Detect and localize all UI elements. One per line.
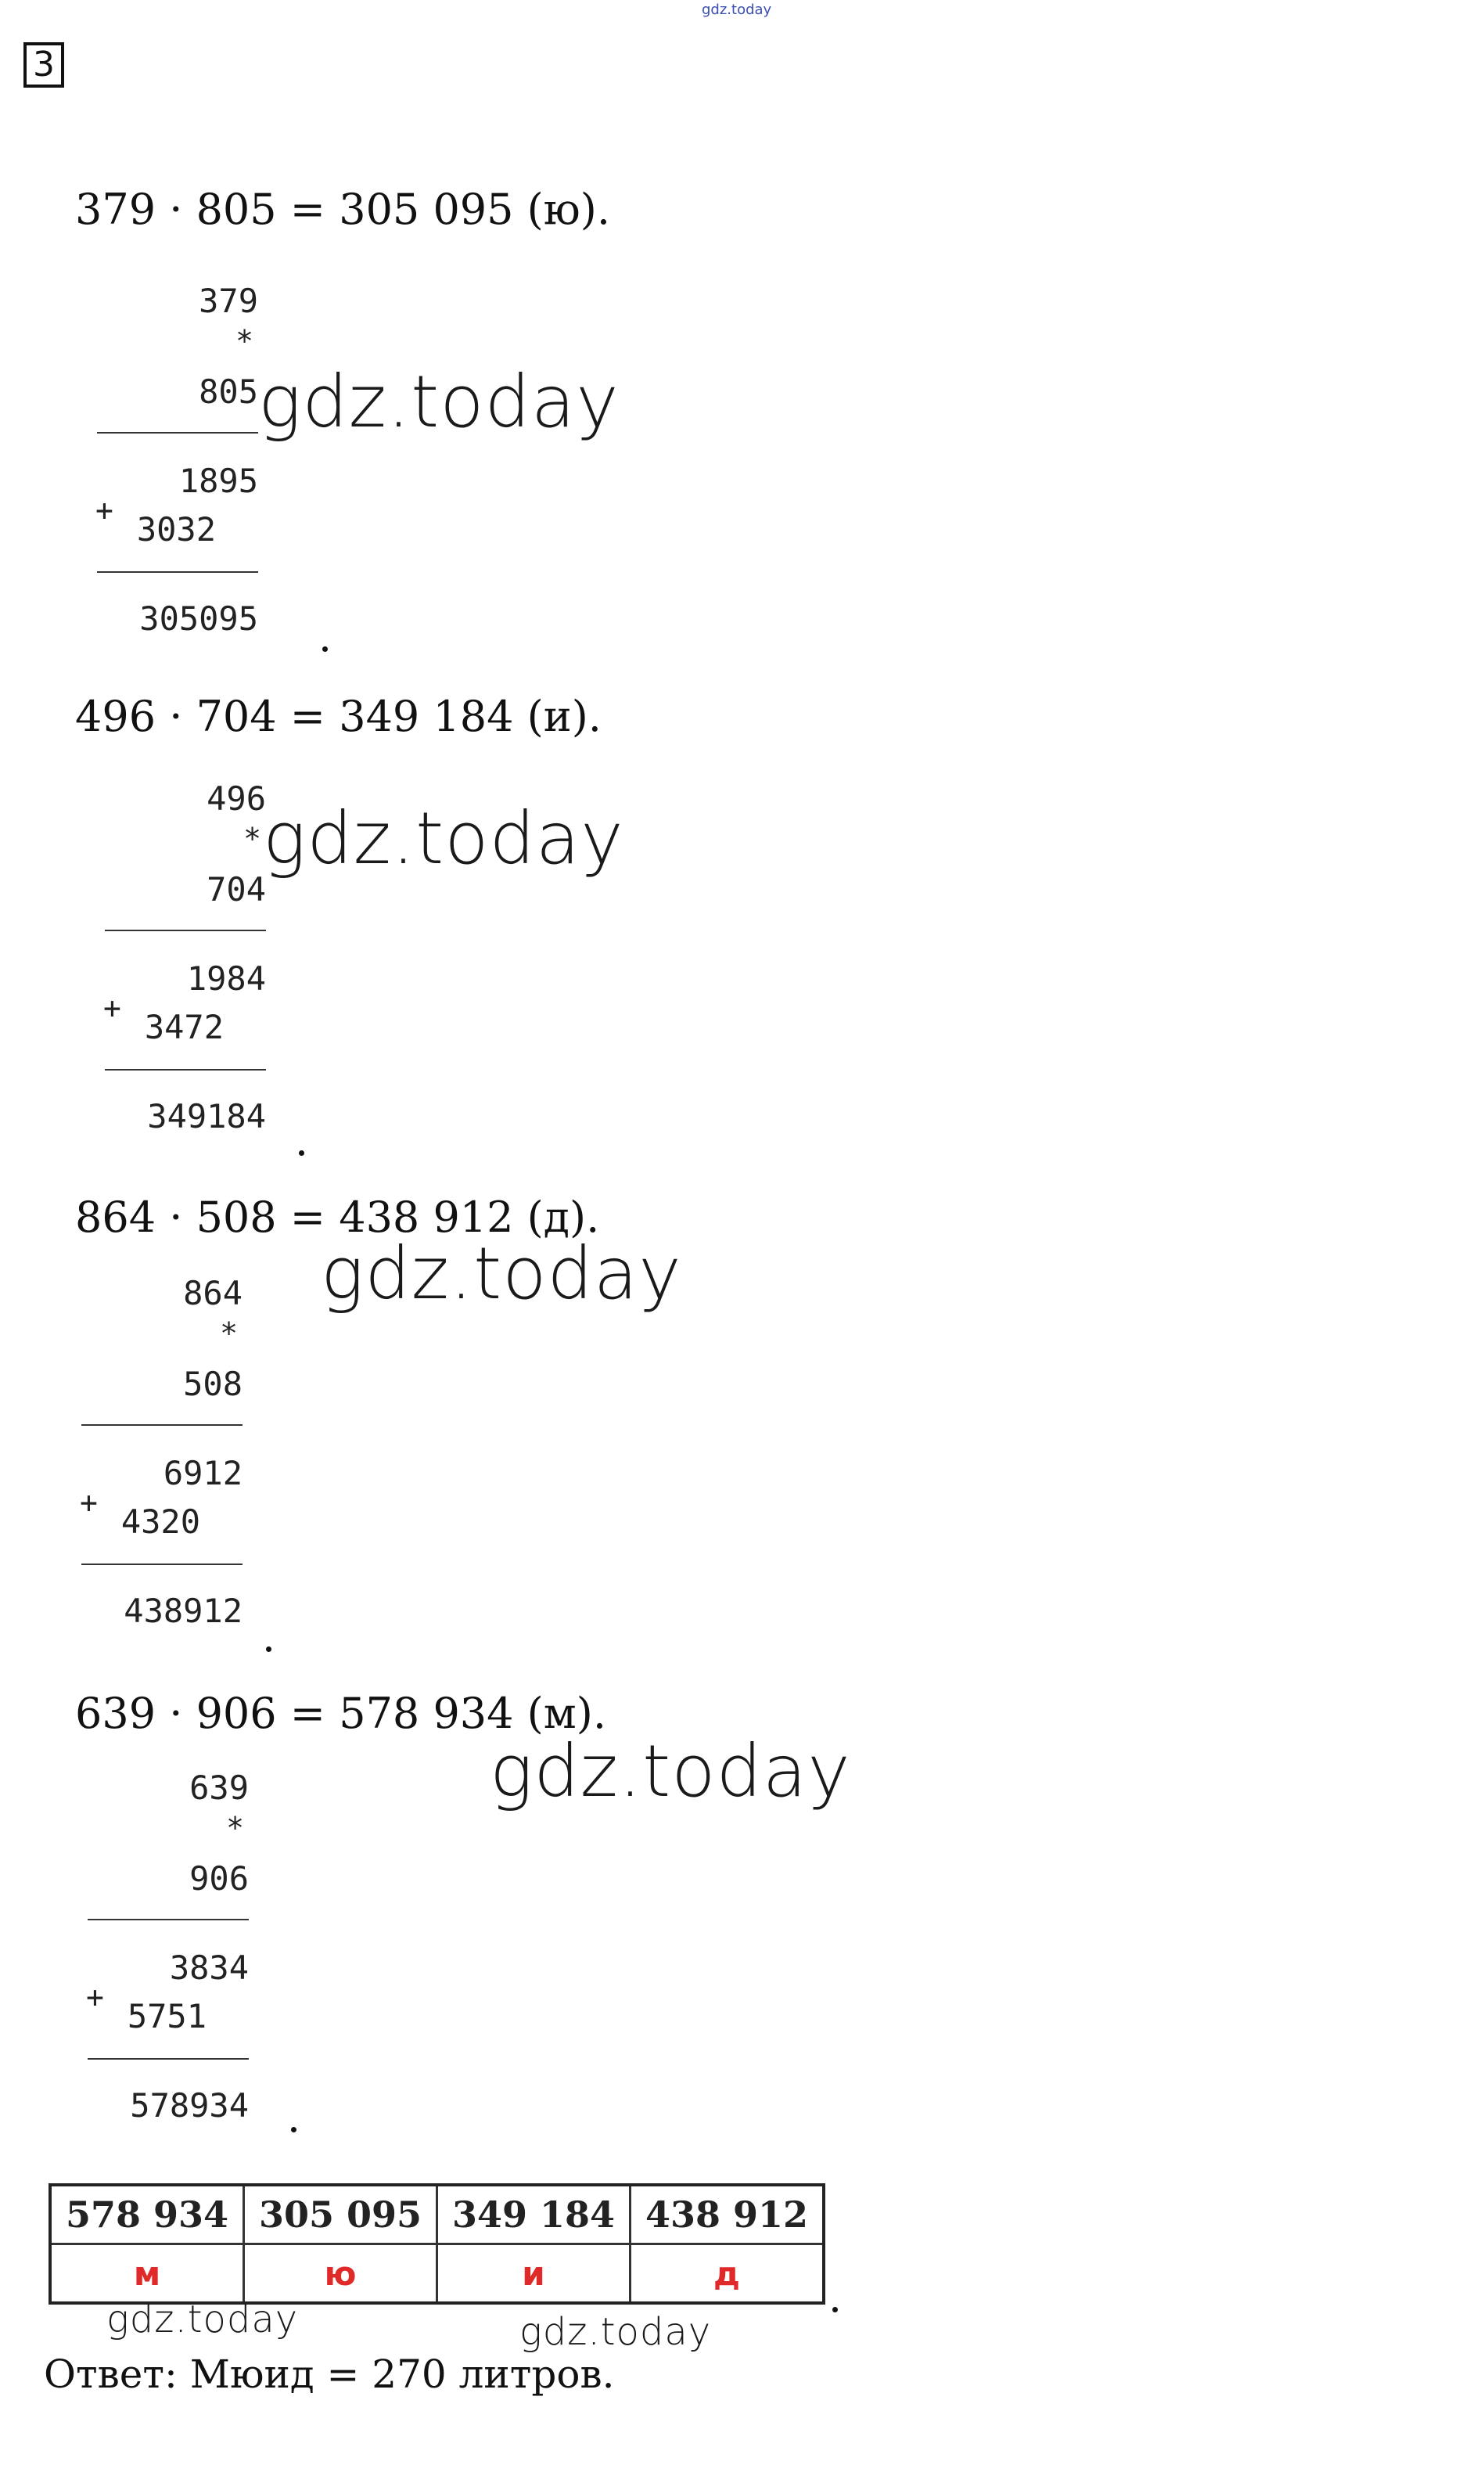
multiply-sign: * <box>220 1316 238 1351</box>
top-watermark: gdz.today <box>702 2 772 18</box>
table-cell-number: 438 912 <box>631 2185 825 2244</box>
result-product: 438912 <box>124 1592 243 1630</box>
table-cell-letter: д <box>631 2244 825 2304</box>
watermark: gdz.today <box>321 1232 682 1315</box>
plus-sign: + <box>86 1980 104 2014</box>
partial-product-2: 5751 <box>127 1997 207 2035</box>
column-multiplication-1 <box>94 274 258 650</box>
equation-4: 639 · 906 = 578 934 (м). <box>75 1689 606 1738</box>
partial-product-1: 3834 <box>169 1949 249 1987</box>
result-product: 305095 <box>139 599 258 638</box>
factor-2: 508 <box>183 1365 243 1403</box>
watermark: gdz.today <box>519 2310 712 2354</box>
multiply-sign: * <box>235 324 253 358</box>
answer-text: Ответ: Мюид = 270 литров. <box>44 2352 615 2397</box>
multiply-sign: * <box>243 822 261 856</box>
line-divider <box>88 1919 249 1920</box>
line-divider <box>81 1564 243 1565</box>
result-product: 349184 <box>147 1097 266 1135</box>
column-multiplication-2 <box>102 772 266 1147</box>
factor-2: 805 <box>199 372 258 411</box>
partial-product-2: 3472 <box>144 1008 224 1046</box>
watermark: gdz.today <box>263 797 624 880</box>
multiply-sign: * <box>226 1811 244 1845</box>
watermark: gdz.today <box>490 1729 851 1813</box>
column-multiplication-4 <box>84 1761 249 2136</box>
line-divider <box>97 571 258 573</box>
table-cell-number: 578 934 <box>50 2185 244 2244</box>
partial-product-1: 6912 <box>163 1454 243 1492</box>
line-divider <box>105 930 266 931</box>
period-dot <box>832 2307 838 2312</box>
column-multiplication-3 <box>78 1266 243 1642</box>
factor-2: 704 <box>207 870 266 909</box>
answer-table <box>49 2183 825 2305</box>
watermark: gdz.today <box>106 2298 299 2341</box>
period-dot <box>299 1150 304 1156</box>
table-cell-number: 349 184 <box>437 2185 631 2244</box>
table-cell-letter: и <box>437 2244 631 2304</box>
table-row-letters <box>50 2244 824 2304</box>
plus-sign: + <box>95 493 113 527</box>
plus-sign: + <box>103 991 121 1025</box>
table-row-numbers <box>50 2185 824 2244</box>
task-number-box: 3 <box>23 42 64 88</box>
equation-3: 864 · 508 = 438 912 (д). <box>75 1193 600 1242</box>
factor-1: 379 <box>199 282 258 320</box>
table-cell-number: 305 095 <box>244 2185 437 2244</box>
equation-2: 496 · 704 = 349 184 (и). <box>75 692 602 741</box>
partial-product-2: 4320 <box>120 1502 200 1541</box>
factor-1: 639 <box>189 1769 249 1807</box>
line-divider <box>97 432 258 434</box>
partial-product-1: 1895 <box>178 462 258 500</box>
period-dot <box>291 2127 296 2132</box>
line-divider <box>105 1069 266 1071</box>
period-dot <box>266 1646 271 1652</box>
factor-1: 496 <box>207 779 266 818</box>
table-cell-letter: ю <box>244 2244 437 2304</box>
line-divider <box>81 1424 243 1426</box>
watermark: gdz.today <box>258 360 620 444</box>
table-cell-letter: м <box>50 2244 244 2304</box>
partial-product-1: 1984 <box>186 959 266 998</box>
line-divider <box>88 2058 249 2060</box>
result-product: 578934 <box>130 2086 249 2125</box>
factor-2: 906 <box>189 1859 249 1898</box>
factor-1: 864 <box>183 1274 243 1312</box>
equation-1: 379 · 805 = 305 095 (ю). <box>75 185 610 234</box>
period-dot <box>322 646 328 652</box>
plus-sign: + <box>80 1485 98 1520</box>
partial-product-2: 3032 <box>136 510 216 549</box>
